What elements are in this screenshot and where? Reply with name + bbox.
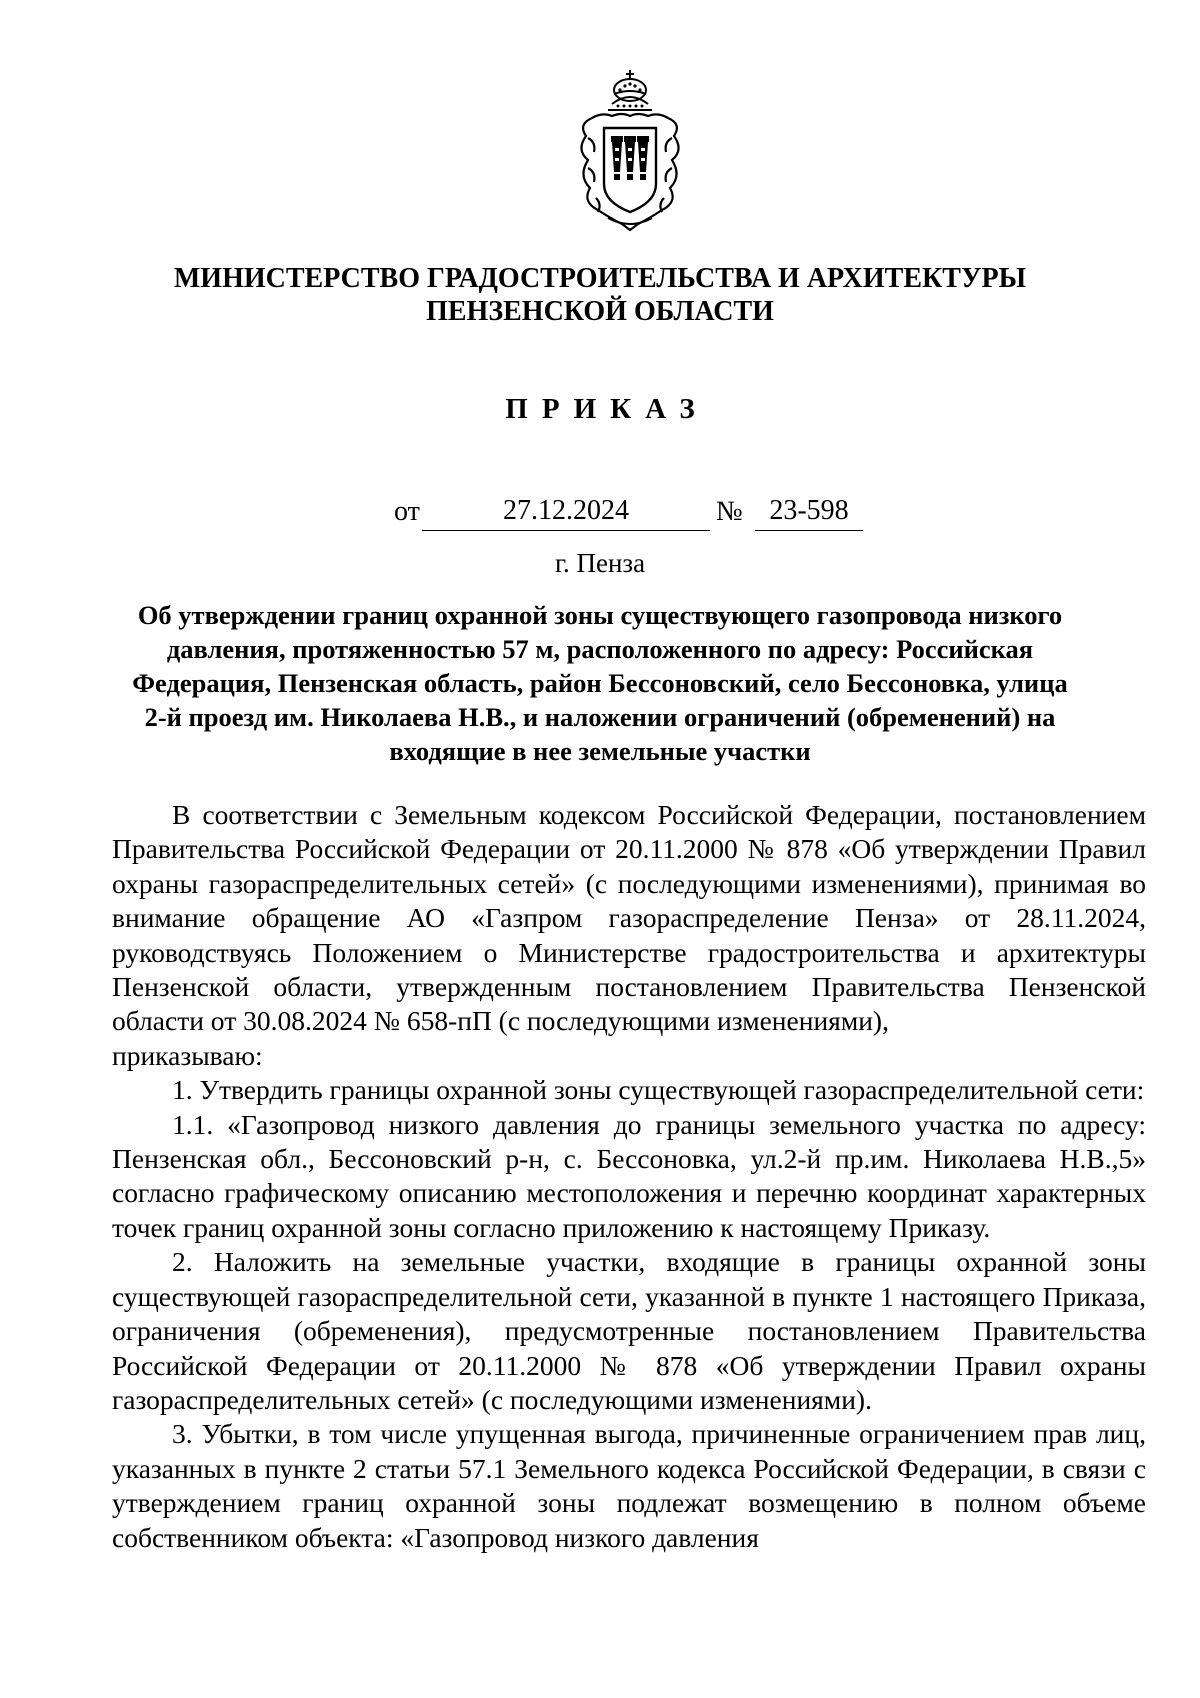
- city-name: г. Пенза: [554, 548, 646, 578]
- order-number: 23-598: [755, 496, 863, 531]
- coat-of-arms-icon: [574, 68, 686, 232]
- order-body: [112, 798, 1146, 1555]
- order-word: приказываю:: [112, 1039, 263, 1071]
- preamble-paragraph: В соответствии с Земельным кодексом Российской Федерации, постановлением Правительства Российской Федерации от 20.11.2000 № 878 «Об утверждении Правил охраны газораспределительных сетей» (с последующими изменениями), принимая во внимание обращение АО «Газпром газораспределение Пенза» от 28.11.2024, руководствуясь Положением о Министерстве градостроительства и архитектуры Пензенской области, утвержденным постановлением Правительства Пензенской области от 30.08.2024 № 658-пП (с последующими изменениями),: [112, 799, 1146, 1037]
- order-date: 27.12.2024: [422, 496, 710, 531]
- date-label: от: [394, 496, 420, 527]
- item-2: 2. Наложить на земельные участки, входящие в границы охранной зоны существующей газораспределительной сети, указанной в пункте 1 настоящего Приказа, ограничения (обременения), предусмотренные постановлением Правительства Российской Федерации от 20.11.2000 № 878 «Об утверждении Правил охраны газораспределительных сетей» (с последующими изменениями).: [112, 1246, 1146, 1415]
- order-subject: Об утверждении границ охранной зоны существующего газопровода низкого давления, протяженностью 57 м, расположенного по адресу: Российская Федерация, Пензенская область, район Бессоновский, село Бессоновка, улица 2-й проезд им. Николаева Н.В., и наложении ограничений (обременений) на входящие в нее земельные участки: [132, 600, 1068, 766]
- number-label: №: [716, 496, 743, 527]
- order-details: [0, 496, 1200, 536]
- item-1-1: 1.1. «Газопровод низкого давления до границы земельного участка по адресу: Пензенская обл., Бессоновский р-н, с. Бессоновка, ул.2-й пр.им. Николаева Н.В.,5» согласно графическому описанию местоположения и перечню координат характерных точек границ охранной зоны согласно приложению к настоящему Приказу.: [112, 1108, 1146, 1243]
- ministry-line-1: МИНИСТЕРСТВО ГРАДОСТРОИТЕЛЬСТВА И АРХИТЕКТУРЫ: [173, 263, 1027, 294]
- document-type-title: ПРИКАЗ: [505, 393, 709, 425]
- ministry-line-2: ПЕНЗЕНСКОЙ ОБЛАСТИ: [426, 296, 774, 327]
- item-1: 1. Утвердить границы охранной зоны существующей газораспределительной сети:: [172, 1074, 1145, 1106]
- item-3: 3. Убытки, в том числе упущенная выгода, причиненные ограничением прав лиц, указанных в пункте 2 статьи 57.1 Земельного кодекса Российской Федерации, в связи с утверждением границ охранной зоны подлежат возмещению в полном объеме собственником объекта: «Газопровод низкого давления: [112, 1418, 1146, 1553]
- ministry-name: [0, 262, 1200, 328]
